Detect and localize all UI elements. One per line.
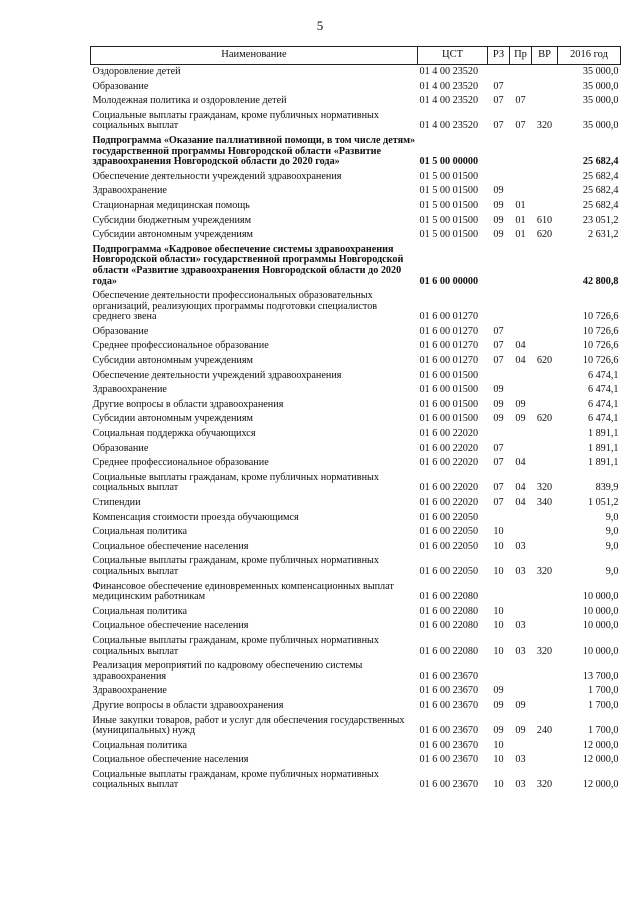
table-row (91, 554, 621, 579)
row-name: Социальная поддержка обучающихся (92, 428, 256, 440)
row-cst: 01 6 00 22020 (419, 457, 479, 469)
row-cst: 01 6 00 22050 (419, 526, 479, 538)
row-amount: 10 000,0 (582, 591, 619, 603)
row-rz: 10 (493, 605, 504, 617)
table-row (91, 471, 621, 496)
row-cst: 01 6 00 22020 (419, 428, 479, 440)
row-pr: 04 (515, 497, 526, 508)
row-cst: 01 6 00 22080 (419, 645, 479, 657)
budget-table (90, 46, 621, 793)
row-rz: 09 (493, 725, 504, 737)
row-pr: 04 (515, 457, 526, 469)
row-vr (532, 325, 558, 340)
row-vr (532, 540, 558, 555)
row-pr: 04 (515, 482, 526, 494)
row-cst: 01 5 00 00000 (419, 156, 479, 168)
row-name: Стационарная медицинская помощь (92, 199, 250, 211)
row-cst: 01 6 00 22020 (419, 442, 479, 454)
row-rz: 09 (493, 699, 504, 711)
row-cst: 01 6 00 23670 (419, 739, 479, 751)
row-cst: 01 6 00 22080 (419, 591, 479, 603)
table-row (91, 325, 621, 340)
row-rz: 09 (493, 199, 504, 211)
row-vr: 620 (536, 413, 553, 425)
row-vr (532, 184, 558, 199)
row-cst: 01 6 00 23670 (419, 699, 479, 711)
table-row (91, 659, 621, 684)
row-cst: 01 6 00 22050 (419, 511, 479, 523)
row-name: Компенсация стоимости проезда обучающимся (92, 511, 299, 523)
row-name: Субсидии автономным учреждениям (92, 355, 253, 367)
row-rz: 07 (493, 340, 504, 352)
row-amount: 10 726,6 (582, 355, 619, 367)
table-row (91, 80, 621, 95)
table-row (91, 496, 621, 511)
row-rz: 09 (493, 413, 504, 425)
row-amount: 25 682,4 (582, 156, 619, 168)
row-pr: 01 (515, 229, 526, 241)
row-amount: 35 000,0 (582, 80, 619, 92)
row-rz: 07 (493, 95, 504, 107)
table-row (91, 134, 621, 170)
row-rz (488, 369, 510, 384)
row-vr (532, 684, 558, 699)
row-vr: 320 (536, 565, 553, 577)
row-pr (510, 170, 532, 185)
row-name: Стипендии (92, 497, 141, 508)
row-amount: 1 891,1 (587, 457, 619, 469)
row-rz: 09 (493, 185, 504, 197)
row-amount: 35 000,0 (582, 95, 619, 107)
row-vr (532, 456, 558, 471)
row-vr: 320 (536, 645, 553, 657)
row-amount: 1 700,0 (587, 699, 619, 711)
row-name: Молодежная политика и оздоровление детей (92, 95, 287, 107)
row-amount: 12 000,0 (582, 754, 619, 766)
header-vr: ВР (532, 47, 558, 65)
row-name: Другие вопросы в области здравоохранения (92, 699, 284, 711)
table-row (91, 289, 621, 325)
row-name: Социальное обеспечение населения (92, 540, 249, 552)
table-row (91, 525, 621, 540)
table-row (91, 65, 621, 80)
row-pr: 04 (515, 340, 526, 352)
row-amount: 13 700,0 (582, 670, 619, 682)
table-row (91, 109, 621, 134)
row-cst: 01 6 00 23670 (419, 779, 479, 791)
row-cst: 01 6 00 23670 (419, 670, 479, 682)
row-pr: 09 (515, 398, 526, 410)
row-pr: 09 (515, 725, 526, 737)
row-amount: 1 891,1 (587, 428, 619, 440)
row-cst: 01 6 00 01270 (419, 340, 479, 352)
row-cst: 01 6 00 01500 (419, 398, 479, 410)
row-vr (532, 134, 558, 170)
row-amount: 2 631,2 (587, 229, 619, 241)
row-vr: 320 (536, 482, 553, 494)
row-vr (532, 427, 558, 442)
row-rz (488, 289, 510, 325)
row-vr: 240 (536, 725, 553, 737)
row-vr: 610 (536, 214, 553, 226)
row-vr (532, 659, 558, 684)
row-vr: 620 (536, 355, 553, 367)
table-row (91, 184, 621, 199)
row-rz: 10 (493, 645, 504, 657)
row-vr (532, 80, 558, 95)
row-rz: 07 (493, 457, 504, 469)
row-amount: 25 682,4 (582, 185, 619, 197)
row-name: Оздоровление детей (92, 66, 181, 77)
row-vr (532, 753, 558, 768)
table-row (91, 369, 621, 384)
row-name: Социальное обеспечение населения (92, 754, 249, 766)
row-name: Обеспечение деятельности учреждений здравоохранения (92, 170, 342, 182)
row-pr: 09 (515, 413, 526, 425)
table-row (91, 243, 621, 289)
table-row (91, 170, 621, 185)
row-pr (510, 65, 532, 80)
row-vr (532, 339, 558, 354)
row-amount: 6 474,1 (587, 369, 619, 381)
row-rz (488, 511, 510, 526)
table-body (91, 65, 621, 794)
row-amount: 35 000,0 (582, 120, 619, 132)
table-row (91, 339, 621, 354)
row-cst: 01 4 00 23520 (419, 66, 479, 77)
row-rz (488, 243, 510, 289)
header-rz: РЗ (488, 47, 510, 65)
row-name: Среднее профессиональное образование (92, 340, 269, 352)
row-cst: 01 6 00 01270 (419, 325, 479, 337)
header-pr: Пр (510, 47, 532, 65)
row-rz: 09 (493, 685, 504, 697)
row-amount: 23 051,2 (582, 214, 619, 226)
row-amount: 6 474,1 (587, 413, 619, 425)
row-name: Иные закупки товаров, работ и услуг для обеспечения государственных (муниципальных) нужд (92, 714, 405, 737)
row-cst: 01 4 00 23520 (419, 120, 479, 132)
row-pr (510, 289, 532, 325)
row-cst: 01 4 00 23520 (419, 95, 479, 107)
row-name: Субсидии автономным учреждениям (92, 413, 253, 425)
row-amount: 10 726,6 (582, 325, 619, 337)
row-rz: 07 (493, 355, 504, 367)
row-vr (532, 605, 558, 620)
row-rz: 09 (493, 384, 504, 396)
row-vr: 620 (536, 229, 553, 241)
row-cst: 01 5 00 01500 (419, 214, 479, 226)
table-row (91, 619, 621, 634)
row-rz (488, 134, 510, 170)
row-name: Другие вопросы в области здравоохранения (92, 398, 284, 410)
row-pr: 01 (515, 199, 526, 211)
table-row (91, 684, 621, 699)
row-rz: 07 (493, 442, 504, 454)
row-cst: 01 6 00 22080 (419, 620, 479, 632)
row-vr: 320 (536, 120, 553, 132)
row-pr (510, 442, 532, 457)
row-amount: 1 700,0 (587, 685, 619, 697)
table-row (91, 412, 621, 427)
row-vr (532, 289, 558, 325)
table-row (91, 605, 621, 620)
row-name: Обеспечение деятельности профессиональных образовательных организаций, реализующих программы подготовки специалистов среднего звена (92, 290, 378, 323)
row-amount: 10 726,6 (582, 340, 619, 352)
row-amount: 9,0 (605, 540, 619, 552)
row-vr: 320 (536, 779, 553, 791)
row-name: Субсидии автономным учреждениям (92, 229, 253, 241)
row-pr (510, 684, 532, 699)
row-vr (532, 170, 558, 185)
row-rz (488, 65, 510, 80)
row-rz: 07 (493, 325, 504, 337)
row-amount: 42 800,8 (582, 275, 619, 287)
row-vr (532, 442, 558, 457)
row-amount: 1 891,1 (587, 442, 619, 454)
row-name: Социальная политика (92, 739, 188, 751)
row-name: Здравоохранение (92, 384, 167, 396)
row-vr (532, 580, 558, 605)
row-vr (532, 511, 558, 526)
row-name: Социальные выплаты гражданам, кроме публичных нормативных социальных выплат (92, 555, 379, 577)
row-amount: 9,0 (605, 511, 619, 523)
row-pr (510, 659, 532, 684)
row-amount: 839,9 (595, 482, 619, 494)
row-amount: 1 051,2 (587, 497, 619, 508)
table-row (91, 442, 621, 457)
row-rz: 07 (493, 120, 504, 132)
row-pr (510, 427, 532, 442)
row-pr (510, 325, 532, 340)
row-cst: 01 6 00 22080 (419, 605, 479, 617)
row-amount: 1 700,0 (587, 725, 619, 737)
row-name: Подпрограмма «Кадровое обеспечение системы здравоохранения Новгородской области» государственной программы Новгородской области «Развитие здравоохранения Новгородской области до 2020 года» (92, 243, 404, 287)
row-pr (510, 243, 532, 289)
row-rz: 10 (493, 540, 504, 552)
row-pr: 09 (515, 699, 526, 711)
row-pr: 07 (515, 95, 526, 107)
row-name: Субсидии бюджетным учреждениям (92, 214, 252, 226)
row-pr: 03 (515, 754, 526, 766)
table-row (91, 511, 621, 526)
row-pr (510, 580, 532, 605)
row-rz (488, 659, 510, 684)
row-pr: 03 (515, 620, 526, 632)
table-row (91, 354, 621, 369)
row-name: Образование (92, 80, 149, 92)
row-name: Социальные выплаты гражданам, кроме публичных нормативных социальных выплат (92, 471, 379, 494)
row-pr (510, 134, 532, 170)
row-pr: 07 (515, 120, 526, 132)
table-row (91, 228, 621, 243)
row-rz: 10 (493, 779, 504, 791)
row-amount: 25 682,4 (582, 170, 619, 182)
row-amount: 12 000,0 (582, 739, 619, 751)
row-cst: 01 6 00 23670 (419, 725, 479, 737)
row-vr (532, 199, 558, 214)
row-cst: 01 6 00 23670 (419, 685, 479, 697)
row-cst: 01 6 00 00000 (419, 275, 479, 287)
row-cst: 01 5 00 01500 (419, 185, 479, 197)
row-pr: 03 (515, 645, 526, 657)
row-vr: 340 (536, 497, 553, 508)
page-number: 5 (316, 18, 324, 33)
row-cst: 01 6 00 22050 (419, 540, 479, 552)
row-name: Обеспечение деятельности учреждений здравоохранения (92, 369, 342, 381)
row-cst: 01 4 00 23520 (419, 80, 479, 92)
row-name: Образование (92, 442, 149, 454)
row-vr (532, 398, 558, 413)
row-pr (510, 369, 532, 384)
row-pr: 03 (515, 565, 526, 577)
table-row (91, 739, 621, 754)
row-cst: 01 5 00 01500 (419, 170, 479, 182)
header-name: Наименование (91, 47, 418, 65)
row-pr (510, 525, 532, 540)
row-cst: 01 6 00 01500 (419, 413, 479, 425)
row-rz: 10 (493, 620, 504, 632)
row-name: Социальная политика (92, 526, 188, 538)
row-rz: 10 (493, 754, 504, 766)
row-amount: 10 000,0 (582, 605, 619, 617)
row-name: Социальная политика (92, 605, 188, 617)
row-rz: 07 (493, 482, 504, 494)
row-cst: 01 5 00 01500 (419, 199, 479, 211)
row-name: Реализация мероприятий по кадровому обеспечению системы здравоохранения (92, 660, 363, 682)
table-row (91, 714, 621, 739)
row-rz: 09 (493, 229, 504, 241)
row-name: Образование (92, 325, 149, 337)
row-name: Финансовое обеспечение единовременных компенсационных выплат медицинским работникам (92, 580, 394, 603)
table-row (91, 768, 621, 793)
row-vr (532, 739, 558, 754)
row-rz: 07 (493, 80, 504, 92)
row-amount: 9,0 (605, 565, 619, 577)
table-row (91, 456, 621, 471)
header-cst: ЦСТ (418, 47, 488, 65)
row-amount: 10 000,0 (582, 645, 619, 657)
row-pr (510, 511, 532, 526)
row-name: Социальные выплаты гражданам, кроме публичных нормативных социальных выплат (92, 768, 379, 791)
row-pr: 04 (515, 355, 526, 367)
table-row (91, 94, 621, 109)
row-rz (488, 580, 510, 605)
row-vr (532, 699, 558, 714)
row-cst: 01 6 00 23670 (419, 754, 479, 766)
row-amount: 35 000,0 (582, 66, 619, 77)
row-rz (488, 427, 510, 442)
row-rz (488, 170, 510, 185)
row-cst: 01 6 00 01270 (419, 311, 479, 323)
row-pr: 03 (515, 779, 526, 791)
row-pr: 03 (515, 540, 526, 552)
row-rz: 10 (493, 739, 504, 751)
row-pr (510, 184, 532, 199)
row-vr (532, 619, 558, 634)
row-pr (510, 383, 532, 398)
row-rz: 09 (493, 214, 504, 226)
row-amount: 9,0 (605, 526, 619, 538)
row-name: Здравоохранение (92, 685, 167, 697)
row-rz: 10 (493, 526, 504, 538)
row-rz: 10 (493, 565, 504, 577)
row-cst: 01 6 00 01500 (419, 384, 479, 396)
row-vr (532, 525, 558, 540)
table-row (91, 540, 621, 555)
row-amount: 12 000,0 (582, 779, 619, 791)
row-cst: 01 6 00 22020 (419, 497, 479, 508)
table-header-row (91, 47, 621, 65)
table-row (91, 753, 621, 768)
table-row (91, 214, 621, 229)
row-vr (532, 383, 558, 398)
row-amount: 6 474,1 (587, 398, 619, 410)
row-name: Социальные выплаты гражданам, кроме публичных нормативных социальных выплат (92, 109, 379, 132)
row-vr (532, 369, 558, 384)
row-name: Здравоохранение (92, 185, 167, 197)
row-name: Подпрограмма «Оказание паллиативной помощи, в том числе детям» государственной программы Новгородской области «Развитие здравоохранения Новгородской области до 2020 года» (92, 134, 416, 168)
row-amount: 25 682,4 (582, 199, 619, 211)
row-rz: 09 (493, 398, 504, 410)
row-pr (510, 80, 532, 95)
row-pr (510, 739, 532, 754)
row-pr: 01 (515, 214, 526, 226)
table-row (91, 199, 621, 214)
row-amount: 10 726,6 (582, 311, 619, 323)
row-cst: 01 6 00 01500 (419, 369, 479, 381)
table-row (91, 398, 621, 413)
table-row (91, 634, 621, 659)
table-row (91, 580, 621, 605)
table-row (91, 699, 621, 714)
row-vr (532, 243, 558, 289)
header-year: 2016 год (558, 47, 621, 65)
row-cst: 01 5 00 01500 (419, 229, 479, 241)
row-pr (510, 605, 532, 620)
row-cst: 01 6 00 22020 (419, 482, 479, 494)
row-rz: 07 (493, 497, 504, 508)
row-cst: 01 6 00 22050 (419, 565, 479, 577)
row-vr (532, 94, 558, 109)
row-amount: 6 474,1 (587, 384, 619, 396)
table-row (91, 383, 621, 398)
row-cst: 01 6 00 01270 (419, 355, 479, 367)
row-name: Среднее профессиональное образование (92, 457, 269, 469)
table-row (91, 427, 621, 442)
row-vr (532, 65, 558, 80)
row-name: Социальное обеспечение населения (92, 620, 249, 632)
row-name: Социальные выплаты гражданам, кроме публичных нормативных социальных выплат (92, 634, 379, 657)
row-amount: 10 000,0 (582, 620, 619, 632)
